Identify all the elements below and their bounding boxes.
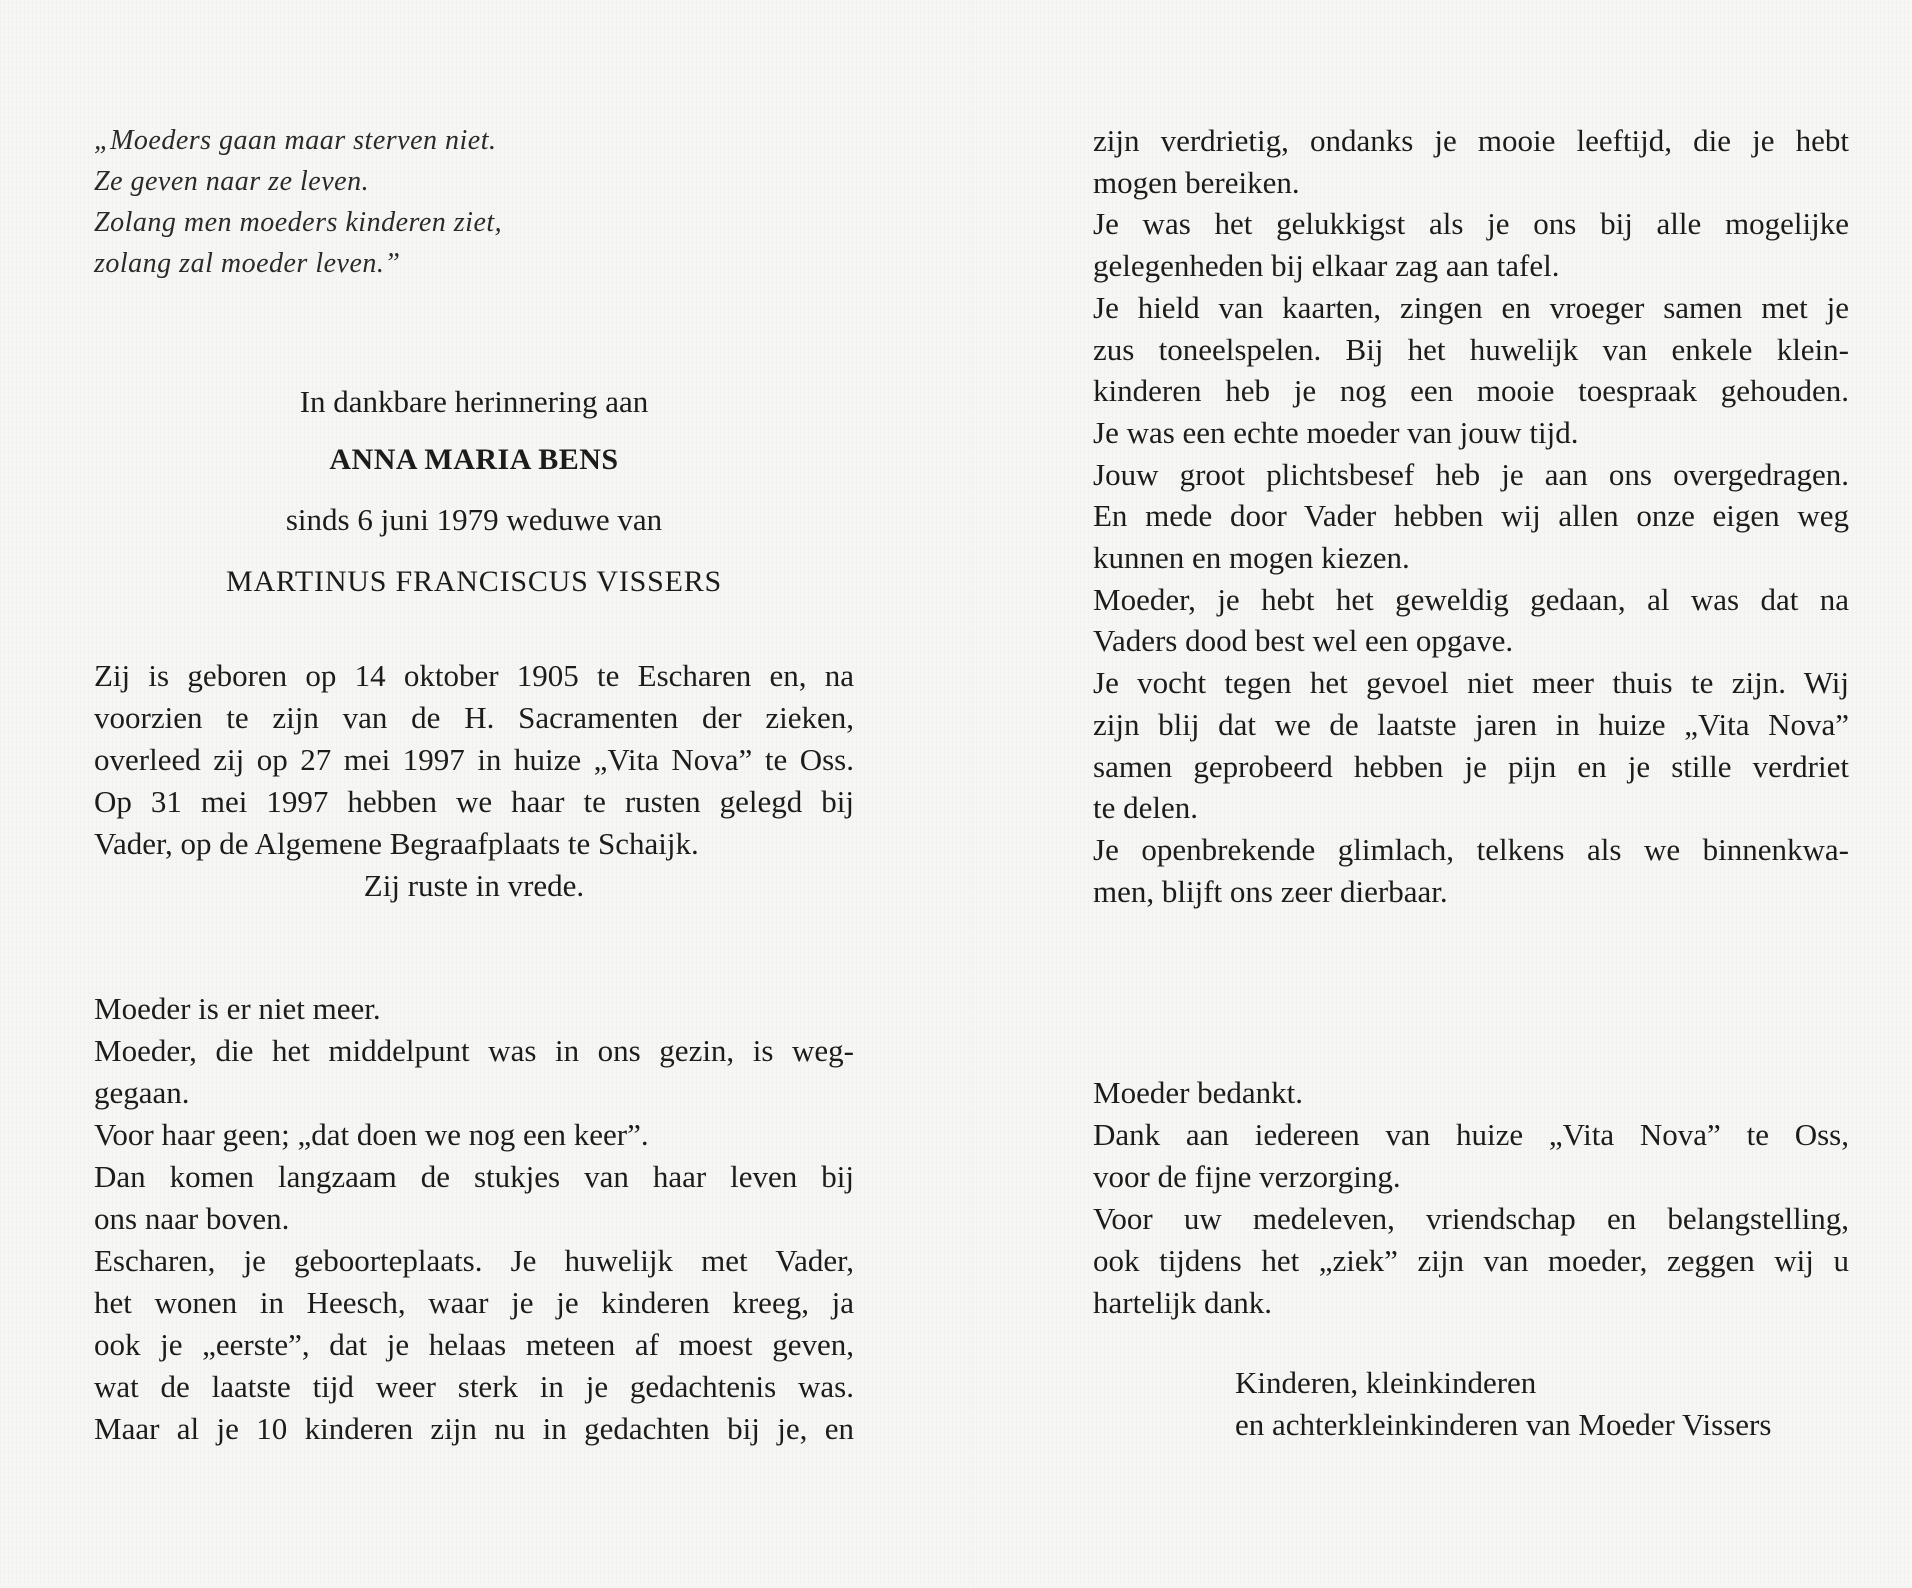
story-line: Je was het gelukkigst als je ons bij alle mogelijke [1093,206,1849,242]
story-line: Je was een echte moeder van jouw tijd. [1093,414,1579,450]
thanks-line: ook tijdens het „ziek” zijn van moeder, zeggen wij u [1093,1243,1849,1278]
thanks-line: hartelijk dank. [1093,1285,1273,1320]
story-line: Dan komen langzaam de stukjes van haar leven bij [94,1159,854,1194]
bio-line: Op 31 mei 1997 hebben we haar te rusten gelegd bij [94,784,854,819]
thanks-line: Dank aan iedereen van huize „Vita Nova” te Oss, [1093,1117,1849,1152]
memorial-heading [94,380,854,604]
story-line: Je hield van kaarten, zingen en vroeger samen met je [1093,289,1849,325]
story-line: wat de laatste tijd weer sterk in je gedachtenis was. [94,1369,854,1404]
signature-line: en achterkleinkinderen van Moeder Vissers [1235,1407,1772,1442]
thanks-text [1093,1072,1849,1324]
story-line: mogen bereiken. [1093,164,1300,200]
story-line: zijn blij dat we de laatste jaren in huize „Vita Nova” [1093,706,1849,742]
motto-poem [94,120,502,284]
story-line: gelegenheden bij elkaar zag aan tafel. [1093,248,1560,284]
story-line: zijn verdrietig, ondanks je mooie leeftijd, die je hebt [1093,123,1849,158]
story-text-right [1093,120,1849,912]
story-line: zus toneelspelen. Bij het huwelijk van enkele klein- [1093,331,1849,367]
motto-line: Ze geven naar ze leven. [94,166,370,197]
story-line: ook je „eerste”, dat je helaas meteen af moest geven, [94,1327,854,1362]
story-line: samen geprobeerd hebben je pijn en je stille verdriet [1093,748,1849,784]
husband-name: MARTINUS FRANCISCUS VISSERS [225,565,723,598]
story-line: kunnen en mogen kiezen. [1093,540,1410,576]
thanks-line: voor de fijne verzorging. [1093,1159,1401,1194]
story-line: te delen. [1093,790,1199,826]
biography [94,655,854,907]
left-page [94,0,854,1588]
right-page [1093,0,1849,1588]
bio-line: Zij is geboren op 14 oktober 1905 te Escharen en, na [94,658,854,693]
story-line: Je vocht tegen het gevoel niet meer thuis te zijn. Wij [1093,665,1849,701]
story-line: Maar al je 10 kinderen zijn nu in gedachten bij je, en [94,1411,854,1446]
card-fold [973,0,975,1588]
memorial-intro: In dankbare herinnering aan [299,384,649,419]
story-line: Voor haar geen; „dat doen we nog een keer”. [94,1117,649,1152]
story-line: Moeder is er niet meer. [94,991,381,1026]
family-signature [1235,1362,1849,1446]
widow-line: sinds 6 juni 1979 weduwe van [285,502,663,537]
deceased-name: ANNA MARIA BENS [329,443,619,476]
signature-line: Kinderen, kleinkinderen [1235,1365,1537,1400]
story-line: Jouw groot plichtsbesef heb je aan ons overgedragen. [1093,456,1849,492]
bio-line: overleed zij op 27 mei 1997 in huize „Vita Nova” te Oss. [94,742,854,777]
bio-closing: Zij ruste in vrede. [363,868,585,903]
story-line: ons naar boven. [94,1201,290,1236]
motto-line: „Moeders gaan maar sterven niet. [94,125,497,156]
story-line: gegaan. [94,1075,190,1110]
story-line: kinderen heb je nog een mooie toespraak gehouden. [1093,373,1849,409]
motto-line: zolang zal moeder leven.” [94,248,401,279]
thanks-line: Voor uw medeleven, vriendschap en belangstelling, [1093,1201,1849,1236]
story-line: men, blijft ons zeer dierbaar. [1093,873,1448,909]
motto-line: Zolang men moeders kinderen ziet, [94,207,503,238]
story-text-left [94,988,854,1450]
story-line: het wonen in Heesch, waar je je kinderen kreeg, ja [94,1285,854,1320]
story-line: Vaders dood best wel een opgave. [1093,623,1514,659]
story-line: Escharen, je geboorteplaats. Je huwelijk met Vader, [94,1243,854,1278]
story-line: Moeder, die het middelpunt was in ons gezin, is weg- [94,1033,854,1068]
bio-line: voorzien te zijn van de H. Sacramenten der zieken, [94,700,854,735]
story-line: Moeder, je hebt het geweldig gedaan, al was dat na [1093,581,1849,617]
story-line: En mede door Vader hebben wij allen onze eigen weg [1093,498,1849,534]
story-line: Je openbrekende glimlach, telkens als we binnenkwa- [1093,831,1849,867]
thanks-line: Moeder bedankt. [1093,1075,1304,1110]
bio-line: Vader, op de Algemene Begraafplaats te Schaijk. [94,826,699,861]
